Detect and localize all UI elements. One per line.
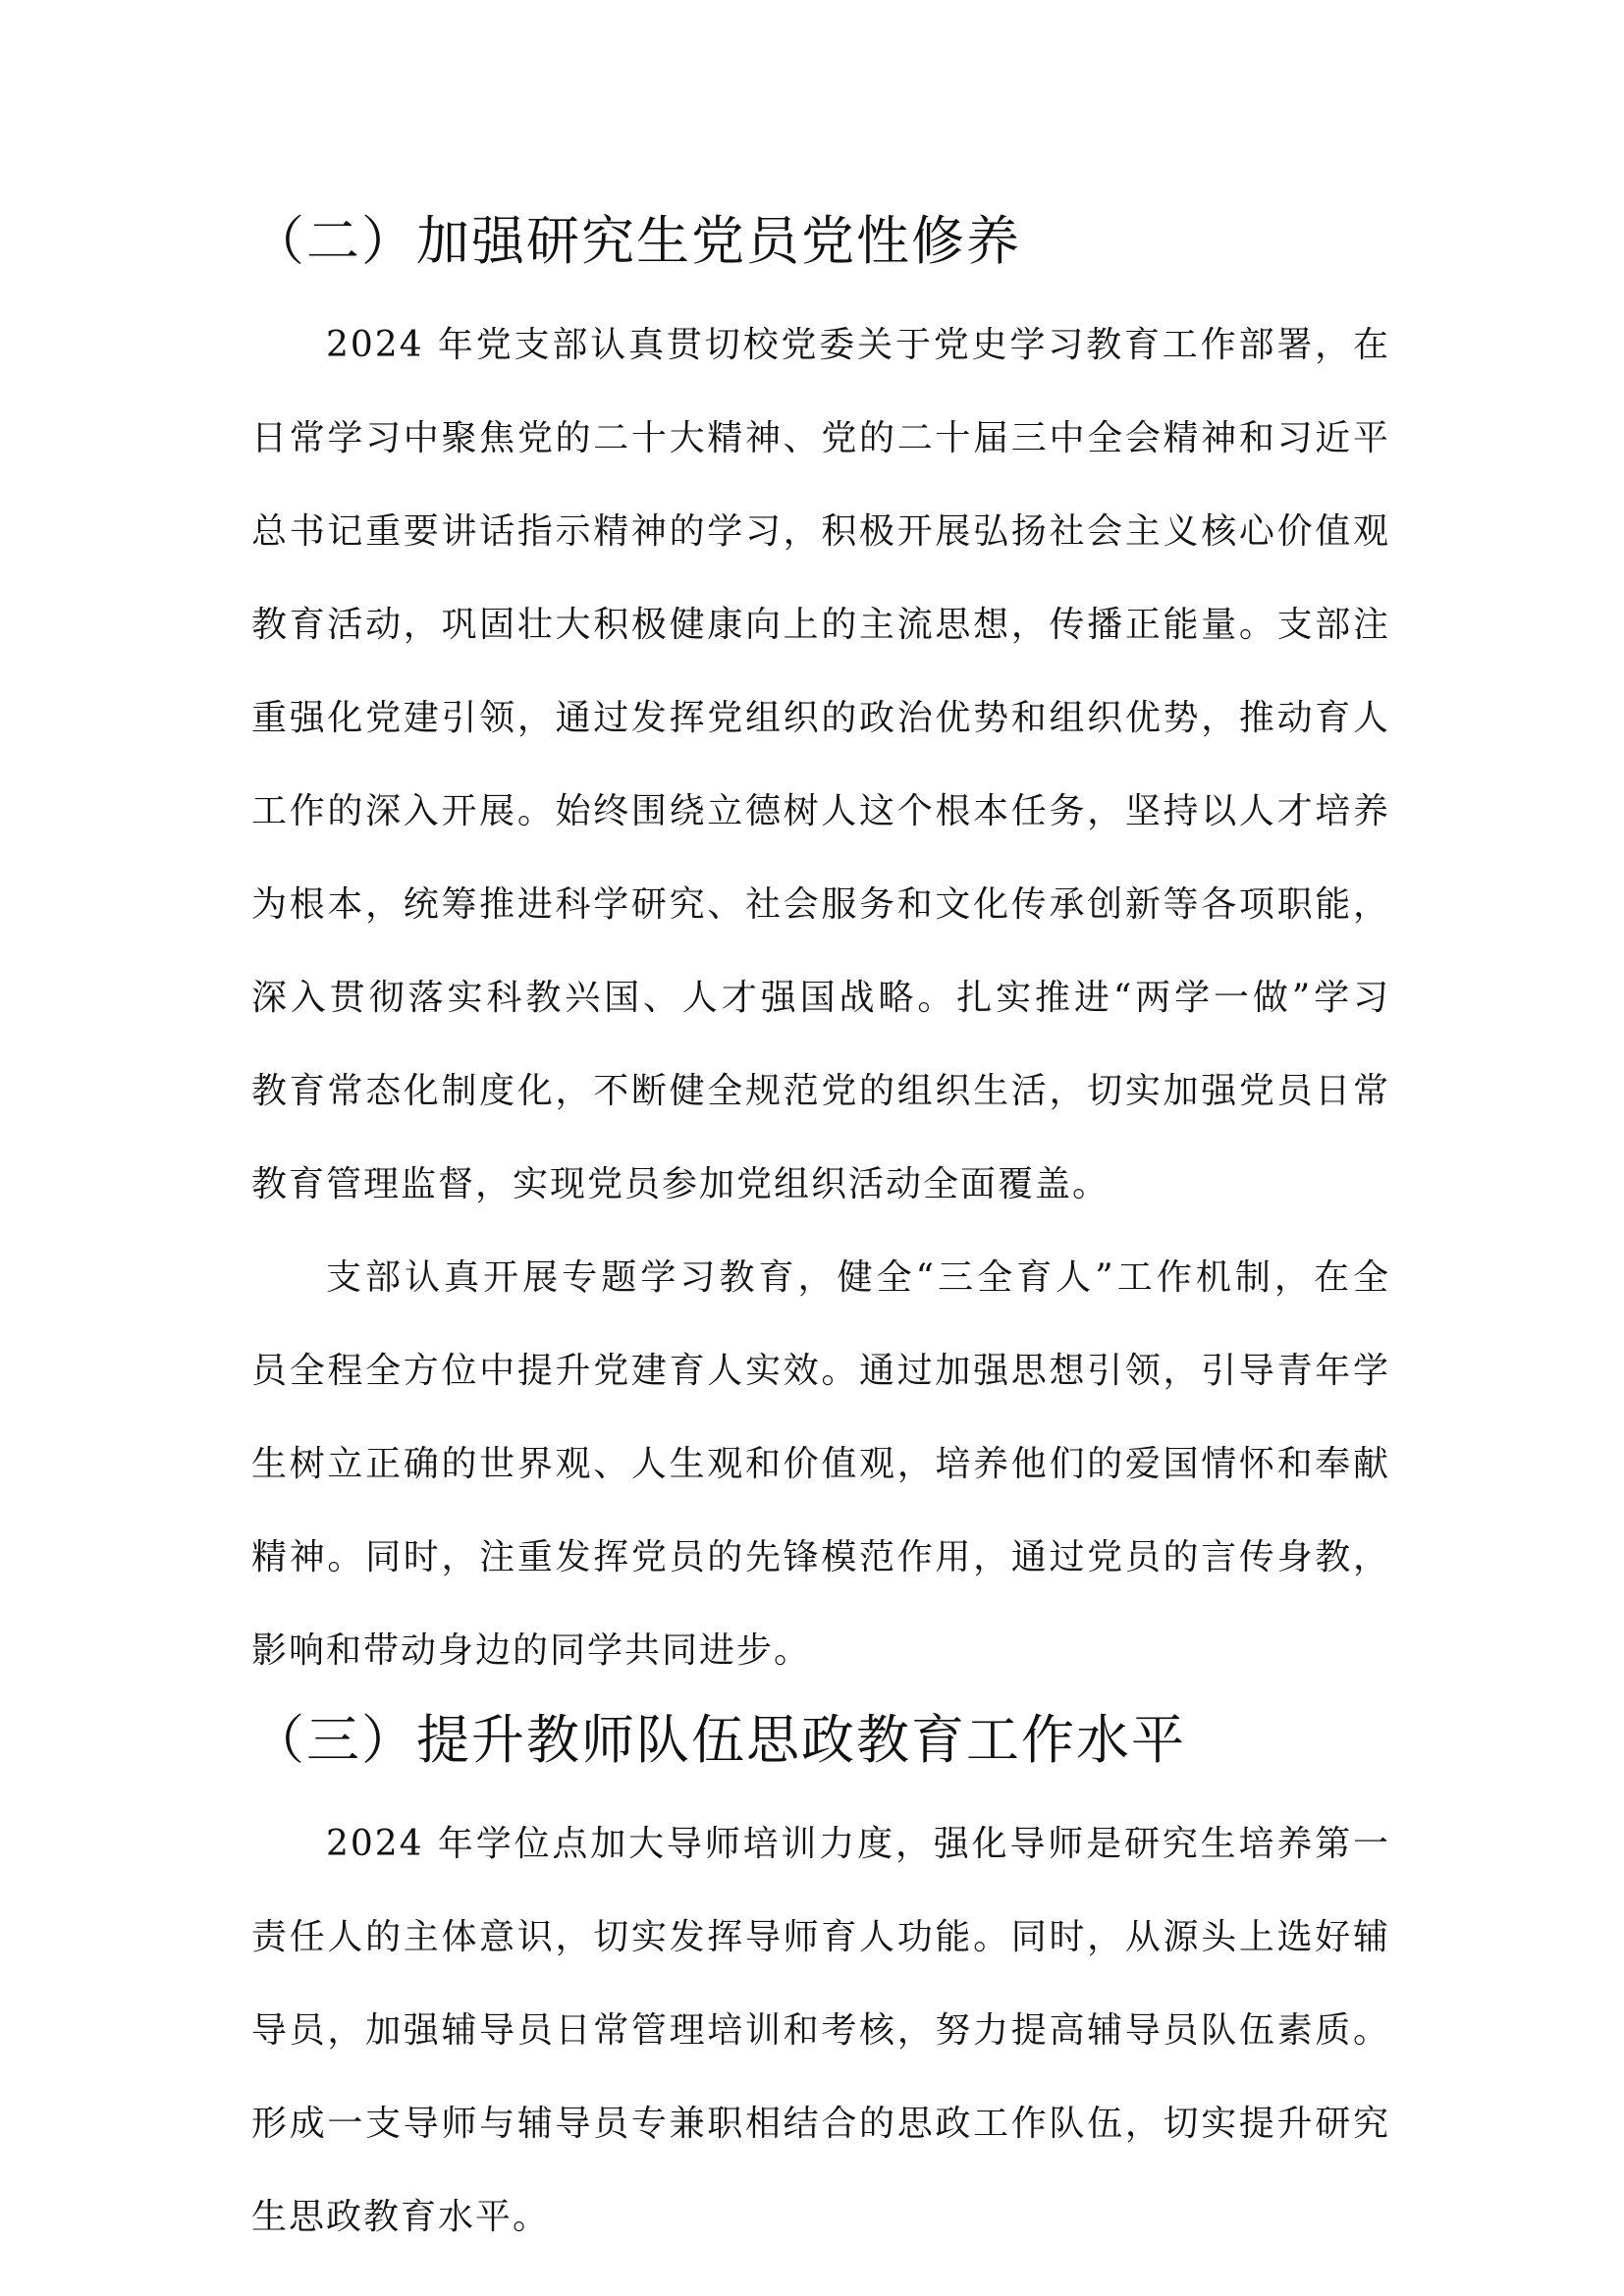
paragraph-line: 影响和带动身边的同学共同进步。 (251, 1630, 812, 1671)
paragraph-line: 生思政教育水平。 (251, 2197, 551, 2237)
section-heading-two: （二）加强研究生党员党性修养 (251, 210, 1021, 272)
paragraph-line: 导员，加强辅导员日常管理培训和考核，努力提高辅导员队伍素质。 (251, 2010, 1390, 2051)
paragraph-line: 为根本，统筹推进科学研究、社会服务和文化传承创新等各项职能， (251, 884, 1390, 925)
paragraph-line: 形成一支导师与辅导员专兼职相结合的思政工作队伍，切实提升研究 (251, 2104, 1390, 2144)
education-mechanism-paragraph (251, 1231, 1390, 1697)
paragraph-line: 教育活动，巩固壮大积极健康向上的主流思想，传播正能量。支部注 (251, 605, 1390, 645)
heading-spacing (251, 1774, 1390, 1797)
paragraph-line: 教育常态化制度化，不断健全规范党的组织生活，切实加强党员日常 (251, 1071, 1390, 1111)
paragraph-line: 责任人的主体意识，切实发挥导师育人功能。同时，从源头上选好辅 (251, 1917, 1390, 1957)
paragraph-line: 重强化党建引领，通过发挥党组织的政治优势和组织优势，推动育人 (251, 698, 1390, 738)
paragraph-line: 总书记重要讲话指示精神的学习，积极开展弘扬社会主义核心价值观 (251, 511, 1390, 552)
paragraph-line: 教育管理监督，实现党员参加党组织活动全面覆盖。 (251, 1164, 1110, 1204)
paragraph-line: 员全程全方位中提升党建育人实效。通过加强思想引领，引导青年学 (251, 1351, 1390, 1391)
document-body (251, 208, 1390, 2264)
section-heading-three: （三）提升教师队伍思政教育工作水平 (251, 1709, 1186, 1771)
teacher-team-paragraph (251, 1797, 1390, 2264)
paragraph-line: 2024 年党支部认真贯切校党委关于党史学习教育工作部署，在 (326, 325, 1390, 365)
paragraph-line: 支部认真开展专题学习教育，健全“三全育人”工作机制，在全 (326, 1257, 1390, 1298)
party-cultivation-paragraph (251, 298, 1390, 1231)
paragraph-line: 生树立正确的世界观、人生观和价值观，培养他们的爱国情怀和奉献 (251, 1444, 1390, 1484)
paragraph-line: 2024 年学位点加大导师培训力度，强化导师是研究生培养第一 (326, 1824, 1390, 1864)
paragraph-line: 日常学习中聚焦党的二十大精神、党的二十届三中全会精神和习近平 (251, 418, 1390, 458)
paragraph-line: 精神。同时，注重发挥党员的先锋模范作用，通过党员的言传身教， (251, 1537, 1390, 1577)
paragraph-line: 工作的深入开展。始终围绕立德树人这个根本任务，坚持以人才培养 (251, 791, 1390, 831)
heading-spacing (251, 275, 1390, 298)
paragraph-line: 深入贯彻落实科教兴国、人才强国战略。扎实推进“两学一做”学习 (251, 978, 1390, 1018)
section-spacing (251, 1697, 1390, 1707)
